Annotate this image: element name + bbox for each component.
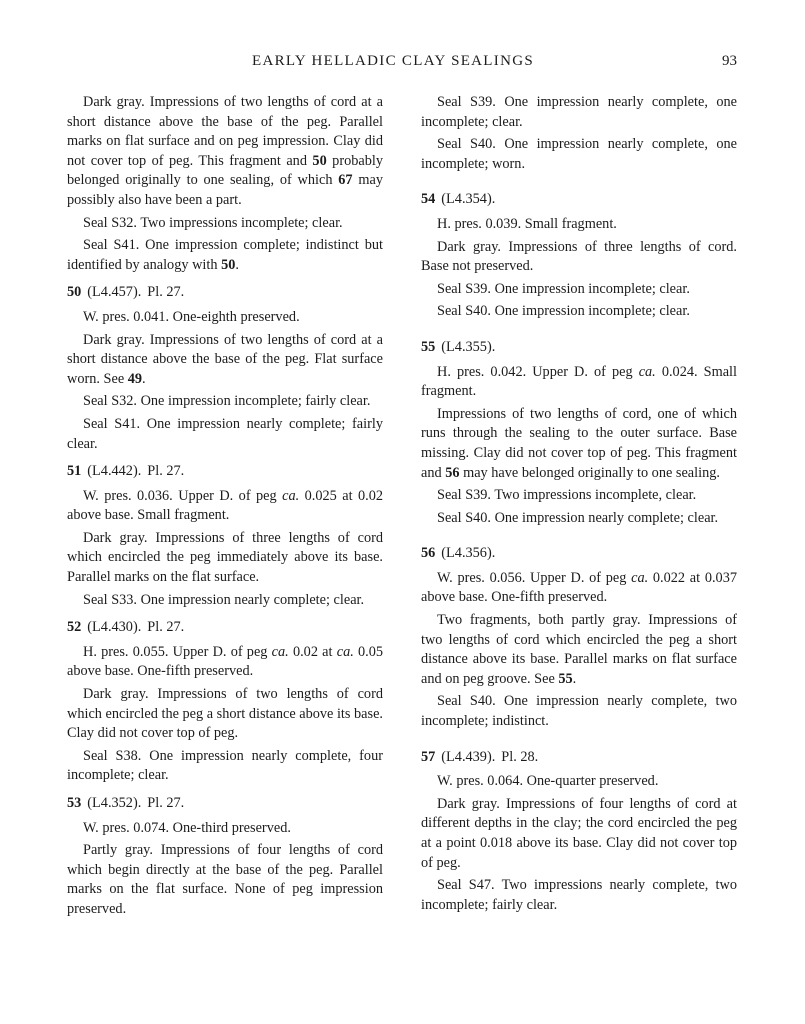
running-title: EARLY HELLADIC CLAY SEALINGS (252, 53, 534, 69)
plate-ref: Pl. 27. (147, 284, 185, 301)
plate-ref: Pl. 27. (147, 463, 185, 480)
entry-56-seal: Seal S40. One impression nearly complete, two incomplete; indistinct. (421, 693, 737, 730)
running-head (0, 53, 805, 77)
inventory-number: (L4.354). (441, 191, 496, 208)
entry-54-measurements: H. pres. 0.039. Small fragment. (437, 215, 617, 232)
entry-57-seal: Seal S47. Two impressions nearly complete, two incomplete; fairly clear. (421, 877, 737, 913)
cross-ref: 50 (312, 152, 327, 169)
cross-ref: 55 (558, 670, 573, 687)
plate-ref: Pl. 28. (501, 748, 539, 765)
entry-54-heading (421, 190, 737, 210)
entry-53-seal: Seal S39. One impression nearly complete, one incomplete; clear. (421, 94, 737, 130)
entry-number: 52 (67, 619, 82, 636)
entry-56-measurements: W. pres. 0.056. Upper D. of peg ca. 0.022 at 0.037 above base. One-fifth preserved. (421, 569, 737, 606)
entry-53-measurements: W. pres. 0.074. One-third preserved. (83, 819, 291, 836)
entry-49-seal: Seal S41. One impression complete; indistinct but identified by analogy with 50. (67, 237, 383, 273)
entry-57-heading (421, 748, 737, 768)
entry-54-description: Dark gray. Impressions of three lengths of cord. Base not preserved. (421, 238, 737, 275)
right-column (421, 93, 737, 918)
entry-49-seal: Seal S32. Two impressions incomplete; clear. (83, 214, 343, 231)
plate-ref: Pl. 27. (147, 795, 185, 811)
entry-50-heading (67, 283, 383, 303)
inventory-number: (L4.356). (441, 545, 496, 562)
entry-56-heading (421, 544, 737, 564)
entry-49-description: Dark gray. Impressions of two lengths of cord at a short distance above the base of the peg. Parallel marks on flat surface and on peg impression. Clay did not cover top of peg. This fragment and 50 probably belonged originally to one sealing, of which 67 may possibly also have been a part. (67, 94, 383, 208)
inventory-number: (L4.457). (87, 284, 142, 301)
inventory-number: (L4.355). (441, 338, 496, 355)
entry-55-measurements: H. pres. 0.042. Upper D. of peg ca. 0.024. Small fragment. (421, 363, 738, 400)
cross-ref: 50 (221, 256, 236, 273)
entry-55-seal: Seal S39. Two impressions incomplete, clear. (437, 487, 697, 504)
cross-ref: 56 (445, 464, 460, 481)
entry-50-seal: Seal S41. One impression nearly complete; fairly clear. (67, 415, 383, 452)
inventory-number: (L4.430). (87, 619, 142, 636)
entry-53-description: Partly gray. Impressions of four lengths of cord which begin directly at the base of the peg. Parallel marks on the flat surface. None of peg impression preserved. (67, 842, 383, 917)
entry-number: 50 (67, 284, 82, 301)
entry-52-measurements: H. pres. 0.055. Upper D. of peg ca. 0.02 at ca. 0.05 above base. One-fifth preserved. (67, 643, 384, 680)
entry-56-description: Two fragments, both partly gray. Impressions of two lengths of cord which encircled the peg a short distance above its base. Parallel marks on flat surface and on peg groove. See 55. (421, 612, 737, 687)
entry-52-heading (67, 618, 383, 638)
cross-ref: 49 (127, 370, 143, 387)
cross-ref: 67 (338, 172, 353, 189)
plate-ref: Pl. 27. (147, 619, 185, 636)
entry-number: 56 (421, 545, 436, 562)
page-number: 93 (722, 53, 737, 69)
entry-number: 57 (421, 748, 436, 765)
entry-50-seal: Seal S32. One impression incomplete; fairly clear. (83, 393, 371, 410)
entry-51-measurements: W. pres. 0.036. Upper D. of peg ca. 0.025 at 0.02 above base. Small fragment. (67, 487, 383, 524)
entry-number: 53 (67, 795, 82, 811)
entry-55-heading (421, 338, 737, 358)
entry-53-seal: Seal S40. One impression nearly complete, one incomplete; worn. (421, 136, 737, 172)
inventory-number: (L4.352). (87, 795, 142, 811)
entry-51-heading (67, 462, 383, 482)
entry-55-description: Impressions of two lengths of cord, one of which runs through the sealing to the outer surface. Base missing. Clay did not cover top of peg. This fragment and 56 may have belonged originally to one sealing. (421, 405, 737, 481)
left-column (67, 93, 383, 923)
inventory-number: (L4.442). (87, 463, 142, 480)
entry-53-heading (67, 794, 383, 814)
entry-51-description: Dark gray. Impressions of three lengths of cord which encircled the peg immediately above its base. Parallel marks on the flat surface. (67, 529, 383, 586)
inventory-number: (L4.439). (441, 748, 496, 765)
entry-57-description: Dark gray. Impressions of four lengths of cord at different depths in the clay; the cord encircled the peg at a point 0.018 above its base. Clay did not cover top of peg. (421, 795, 737, 871)
entry-50-description: Dark gray. Impressions of two lengths of cord at a short distance above the base of the peg. Flat surface worn. See 49. (67, 331, 383, 387)
entry-number: 54 (421, 191, 436, 208)
entry-54-seal: Seal S40. One impression incomplete; clear. (437, 303, 690, 320)
entry-52-description: Dark gray. Impressions of two lengths of cord which encircled the peg a short distance above its base. Clay did not cover top of peg. (67, 686, 384, 742)
entry-57-measurements: W. pres. 0.064. One-quarter preserved. (437, 773, 659, 790)
entry-50-measurements: W. pres. 0.041. One-eighth preserved. (83, 308, 300, 325)
entry-54-seal: Seal S39. One impression incomplete; clear. (437, 280, 690, 297)
entry-55-seal: Seal S40. One impression nearly complete; clear. (437, 509, 719, 526)
entry-52-seal: Seal S38. One impression nearly complete, four incomplete; clear. (67, 747, 383, 784)
entry-number: 51 (67, 463, 82, 480)
entry-number: 55 (421, 338, 436, 355)
entry-51-seal: Seal S33. One impression nearly complete; clear. (83, 591, 365, 608)
